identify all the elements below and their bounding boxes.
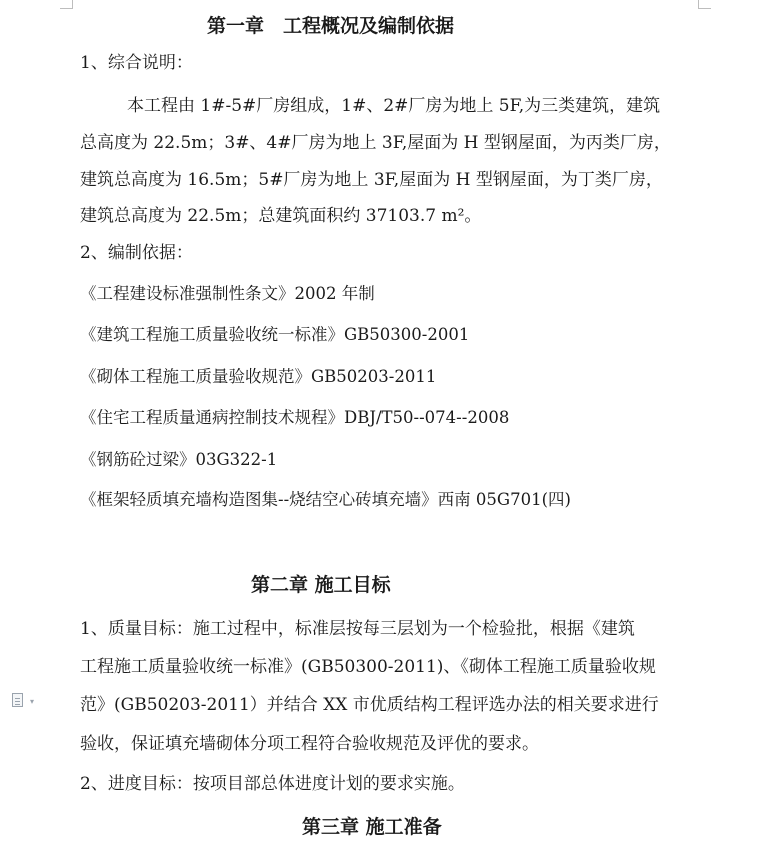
document-icon[interactable] bbox=[12, 693, 23, 707]
schedule-goal: 2、进度目标：按项目部总体进度计划的要求实施。 bbox=[80, 774, 465, 794]
reference-item: 《砌体工程施工质量验收规范》GB50203-2011 bbox=[80, 367, 437, 386]
page-corner-mark-left bbox=[60, 0, 73, 9]
overview-line-4: 建筑总高度为 22.5m；总建筑面积约 37103.7 m²。 bbox=[80, 206, 482, 226]
goal-line-1: 1、质量目标：施工过程中，标准层按每三层划为一个检验批，根据《建筑 bbox=[80, 619, 635, 639]
page-corner-mark-right bbox=[698, 0, 711, 9]
section-2-heading: 2、编制依据： bbox=[80, 243, 193, 263]
goal-line-2: 工程施工质量验收统一标准》(GB50300-2011)、《砌体工程施工质量验收规 bbox=[80, 657, 656, 677]
chapter-2-title: 第二章 施工目标 bbox=[251, 574, 391, 596]
overview-line-2: 总高度为 22.5m；3#、4#厂房为地上 3F,屋面为 H 型钢屋面，为丙类厂房， bbox=[80, 133, 671, 153]
reference-item: 《框架轻质填充墙构造图集--烧结空心砖填充墙》西南 05G701(四) bbox=[80, 490, 571, 509]
section-1-heading: 1、综合说明： bbox=[80, 53, 193, 73]
reference-item: 《住宅工程质量通病控制技术规程》DBJ/T50--074--2008 bbox=[80, 408, 510, 427]
goal-line-4: 验收，保证填充墙砌体分项工程符合验收规范及评优的要求。 bbox=[80, 734, 539, 754]
reference-item: 《工程建设标准强制性条文》2002 年制 bbox=[80, 284, 375, 303]
overview-line-3: 建筑总高度为 16.5m；5#厂房为地上 3F,屋面为 H 型钢屋面，为丁类厂房， bbox=[80, 170, 663, 190]
reference-item: 《建筑工程施工质量验收统一标准》GB50300-2001 bbox=[80, 325, 470, 344]
goal-line-3: 范》(GB50203-2011）并结合 XX 市优质结构工程评选办法的相关要求进行 bbox=[80, 695, 659, 715]
chevron-down-icon[interactable]: ▾ bbox=[30, 697, 35, 706]
chapter-1-title: 第一章 工程概况及编制依据 bbox=[207, 15, 455, 37]
chapter-3-title: 第三章 施工准备 bbox=[302, 816, 442, 838]
reference-item: 《钢筋砼过梁》03G322-1 bbox=[80, 450, 278, 469]
overview-line-1: 本工程由 1#-5#厂房组成，1#、2#厂房为地上 5F,为三类建筑，建筑 bbox=[127, 96, 661, 116]
